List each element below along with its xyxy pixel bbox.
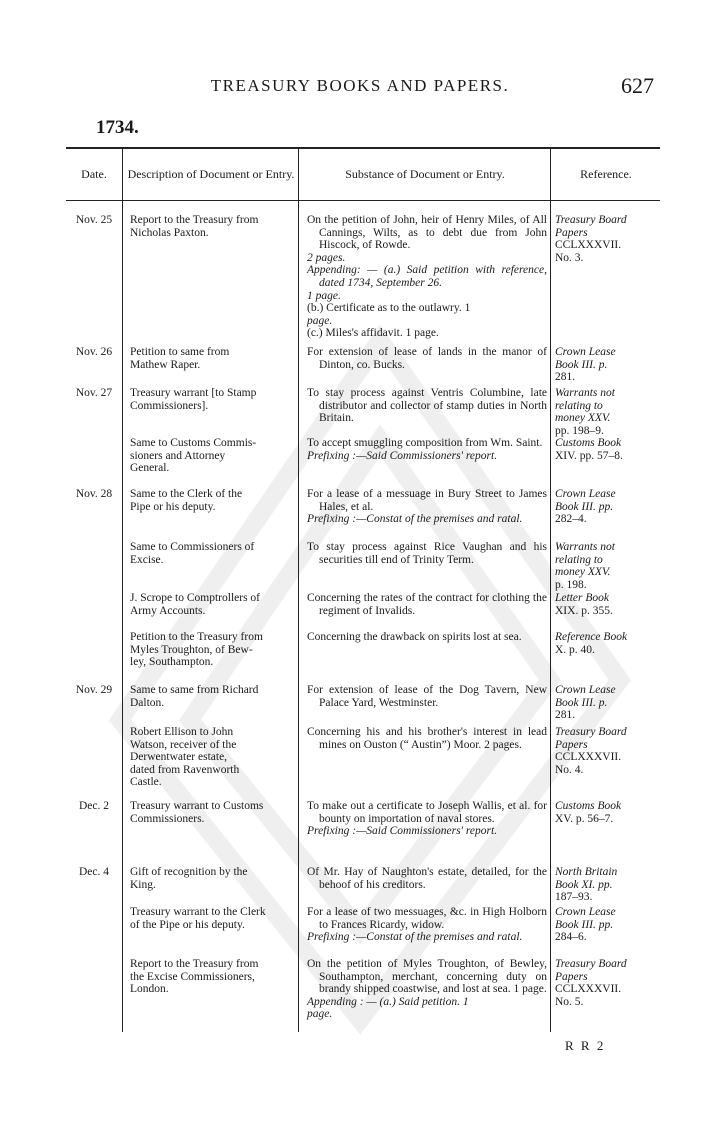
entry-substance-line: For a lease of two messuages, &c. in High Holborn to Frances Ricardy, widow. bbox=[307, 906, 547, 931]
running-header: TREASURY BOOKS AND PAPERS. bbox=[210, 76, 510, 95]
entry-reference-line: Warrants not bbox=[555, 541, 615, 553]
entry-description-line: Treasury warrant [to Stamp bbox=[130, 387, 257, 399]
entry-description bbox=[130, 592, 296, 617]
entry-description-line: Commissioners]. bbox=[130, 399, 209, 412]
entry-substance bbox=[307, 726, 547, 751]
entry-description-line: London. bbox=[130, 983, 169, 996]
column-divider-3 bbox=[550, 147, 551, 1032]
entry-reference-line: Crown Lease bbox=[555, 346, 616, 358]
entry-description bbox=[130, 214, 296, 239]
entry-substance-line: On the petition of John, heir of Henry Miles, of All Cannings, Wilts, as to debt due from John Hiscock, of Rowde. bbox=[307, 214, 547, 252]
entry-reference bbox=[555, 214, 653, 264]
entry-description bbox=[130, 541, 296, 566]
entry-reference-line: Crown Lease bbox=[555, 488, 616, 500]
entry-reference-line: Treasury Board bbox=[555, 958, 627, 970]
entry-reference-line: Book XI. pp. bbox=[555, 878, 613, 891]
entry-substance-line: Concerning his and his brother's interest in lead mines on Ouston (“ Austin”) Moor. 2 pages. bbox=[307, 726, 547, 751]
entry-reference-line: Papers bbox=[555, 738, 588, 751]
column-divider-1 bbox=[122, 147, 123, 1032]
column-header-substance: Substance of Document or Entry. bbox=[345, 167, 505, 181]
entry-substance bbox=[307, 437, 547, 462]
entry-reference-line: Treasury Board bbox=[555, 726, 627, 738]
entry-date: Nov. 29 bbox=[75, 684, 113, 696]
entry-reference-line: Letter Book bbox=[555, 592, 609, 604]
entry-description-line: Petition to same from bbox=[130, 346, 230, 358]
entry-reference bbox=[555, 800, 653, 825]
entry-description-line: Robert Ellison to John bbox=[130, 726, 234, 738]
entry-reference-line: Book III. pp. bbox=[555, 918, 614, 931]
entry-reference bbox=[555, 906, 653, 944]
entry-reference-line: XV. p. 56–7. bbox=[555, 812, 614, 825]
entry-date: Dec. 4 bbox=[78, 866, 109, 878]
entry-reference-line: North Britain bbox=[555, 866, 618, 878]
entry-date: Nov. 27 bbox=[75, 387, 113, 399]
entry-description-line: dated from Ravenworth bbox=[130, 763, 240, 776]
year-heading: 1734. bbox=[96, 117, 139, 138]
entry-substance-line: page. bbox=[307, 314, 333, 327]
entry-reference-line: X. p. 40. bbox=[555, 643, 595, 656]
entry-description-line: Treasury warrant to the Clerk bbox=[130, 906, 266, 918]
entry-description-line: Commissioners. bbox=[130, 812, 205, 825]
entry-substance-line: To accept smuggling composition from Wm. Saint. bbox=[307, 437, 543, 449]
entry-substance-line: For a lease of a messuage in Bury Street to James Hales, et al. bbox=[307, 488, 547, 513]
entry-date: Nov. 25 bbox=[75, 214, 113, 226]
entry-substance bbox=[307, 958, 547, 1021]
entry-description-line: of the Pipe or his deputy. bbox=[130, 918, 245, 931]
entry-substance-line: Of Mr. Hay of Naughton's estate, detailed, for the behoof of his creditors. bbox=[307, 866, 547, 891]
entry-substance-line: For extension of lease of the Dog Tavern, New Palace Yard, Westminster. bbox=[307, 684, 547, 709]
entry-description-line: Watson, receiver of the bbox=[130, 738, 237, 751]
entry-description-line: Report to the Treasury from bbox=[130, 958, 259, 970]
entry-substance bbox=[307, 906, 547, 944]
entry-reference-line: money XXV. bbox=[555, 412, 611, 425]
entry-substance-line: For extension of lease of lands in the manor of Dinton, co. Bucks. bbox=[307, 346, 547, 371]
entry-reference bbox=[555, 866, 653, 904]
entry-description bbox=[130, 437, 296, 475]
entry-description-line: Nicholas Paxton. bbox=[130, 226, 209, 239]
column-divider-2 bbox=[298, 147, 299, 1032]
entry-description-line: the Excise Commissioners, bbox=[130, 970, 255, 983]
entry-reference bbox=[555, 631, 653, 656]
entry-description-line: Same to Customs Commis- bbox=[130, 437, 257, 449]
entry-substance-line: On the petition of Myles Troughton, of Bewley, Southampton, merchant, concerning duty on brandy shipped coastwise, and lost at sea. 1 page. bbox=[307, 958, 547, 996]
entry-description-line: Pipe or his deputy. bbox=[130, 500, 216, 513]
entry-reference-line: Crown Lease bbox=[555, 906, 616, 918]
entry-description bbox=[130, 726, 296, 789]
entry-substance-line: Prefixing :—Constat of the premises and ratal. bbox=[307, 931, 523, 944]
entry-date: Nov. 28 bbox=[75, 488, 113, 500]
entry-reference-line: XIV. pp. 57–8. bbox=[555, 449, 623, 462]
entry-description-line: Derwentwater estate, bbox=[130, 751, 228, 764]
entry-reference-line: No. 3. bbox=[555, 251, 584, 264]
entry-description-line: Dalton. bbox=[130, 696, 165, 709]
entry-reference-line: No. 5. bbox=[555, 995, 584, 1008]
entry-description-line: Gift of recognition by the bbox=[130, 866, 248, 878]
entry-substance bbox=[307, 488, 547, 526]
entry-reference-line: Treasury Board bbox=[555, 214, 627, 226]
entry-substance bbox=[307, 800, 547, 838]
entry-date: Dec. 2 bbox=[78, 800, 109, 812]
entry-reference-line: Book III. p. bbox=[555, 696, 608, 709]
entry-description bbox=[130, 800, 296, 825]
entry-reference bbox=[555, 437, 653, 462]
entry-reference-line: No. 4. bbox=[555, 763, 584, 776]
entry-reference-line: Customs Book bbox=[555, 437, 622, 449]
entry-description-line: J. Scrope to Comptrollers of bbox=[130, 592, 260, 604]
entry-reference bbox=[555, 958, 653, 1008]
entry-substance bbox=[307, 541, 547, 566]
entry-reference-line: Book III. p. bbox=[555, 358, 608, 371]
entry-substance-line: Prefixing :—Said Commissioners' report. bbox=[307, 449, 498, 462]
entry-substance bbox=[307, 592, 547, 617]
entry-substance-line: To stay process against Ventris Columbine, late distributor and collector of stamp duties in North Britain. bbox=[307, 387, 547, 425]
entry-substance-line: To make out a certificate to Joseph Wallis, et al. for bounty on importation of naval stores. bbox=[307, 800, 547, 825]
column-header-description bbox=[126, 150, 296, 198]
entry-reference-line: 281. bbox=[555, 371, 576, 384]
entry-substance-line: page. bbox=[307, 1008, 333, 1021]
entry-substance bbox=[307, 631, 547, 644]
entry-description bbox=[130, 387, 296, 412]
entry-reference-line: CCLXXXVII. bbox=[555, 751, 622, 764]
entry-substance-line: To stay process against Rice Vaughan and his securities till end of Trinity Term. bbox=[307, 541, 547, 566]
entry-reference-line: pp. 198–9. bbox=[555, 424, 604, 437]
entry-reference bbox=[555, 541, 653, 591]
entry-description-line: Army Accounts. bbox=[130, 604, 206, 617]
entry-reference-line: 281. bbox=[555, 709, 576, 722]
page-number: 627 bbox=[621, 73, 654, 98]
entry-description bbox=[130, 346, 296, 371]
entry-reference-line: 284–6. bbox=[555, 931, 587, 944]
entry-description-line: General. bbox=[130, 462, 170, 475]
table-top-rule bbox=[66, 147, 660, 149]
entry-reference bbox=[555, 488, 653, 526]
entry-reference bbox=[555, 592, 653, 617]
entry-description bbox=[130, 684, 296, 709]
entry-description-line: Same to the Clerk of the bbox=[130, 488, 243, 500]
entry-description-line: Excise. bbox=[130, 553, 164, 566]
entry-reference-line: Book III. pp. bbox=[555, 500, 614, 513]
entry-reference-line: 187–93. bbox=[555, 891, 593, 904]
entry-reference-line: money XXV. bbox=[555, 566, 611, 579]
entry-description-line: Same to same from Richard bbox=[130, 684, 259, 696]
entry-reference-line: CCLXXXVII. bbox=[555, 239, 622, 252]
entry-substance-line: Concerning the rates of the contract for clothing the regiment of Invalids. bbox=[307, 592, 547, 617]
entry-description-line: ley, Southampton. bbox=[130, 656, 214, 669]
entry-substance-line: 1 page. bbox=[307, 289, 341, 302]
entry-substance-line: Appending: — (a.) Said petition with reference, dated 1734, September 26. bbox=[307, 264, 547, 289]
entry-description-line: Myles Troughton, of Bew- bbox=[130, 643, 253, 656]
entry-reference-line: Reference Book bbox=[555, 631, 628, 643]
column-header-description-text: Description of Document or Entry. bbox=[127, 167, 295, 181]
entry-description-line: Report to the Treasury from bbox=[130, 214, 259, 226]
entry-substance-line: (b.) Certificate as to the outlawry. 1 bbox=[307, 302, 471, 315]
entry-reference-line: Papers bbox=[555, 226, 588, 239]
entry-substance-line: Concerning the drawback on spirits lost at sea. bbox=[307, 631, 522, 643]
entry-description-line: sioners and Attorney bbox=[130, 449, 226, 462]
entry-substance bbox=[307, 387, 547, 425]
entry-reference-line: Customs Book bbox=[555, 800, 622, 812]
entry-reference-line: Warrants not bbox=[555, 387, 615, 399]
entry-reference-line: CCLXXXVII. bbox=[555, 983, 622, 996]
table-header-rule bbox=[66, 200, 660, 201]
entry-description-line: Same to Commissioners of bbox=[130, 541, 255, 553]
column-header-reference: Reference. bbox=[580, 167, 632, 181]
entry-reference-line: XIX. p. 355. bbox=[555, 604, 613, 617]
entry-substance-line: 2 pages. bbox=[307, 251, 346, 264]
entry-reference bbox=[555, 387, 653, 437]
entry-description bbox=[130, 866, 296, 891]
entry-substance-line: Appending : — (a.) Said petition. 1 bbox=[307, 995, 469, 1008]
entry-substance bbox=[307, 214, 547, 340]
entry-description bbox=[130, 631, 296, 669]
entry-description-line: Mathew Raper. bbox=[130, 358, 201, 371]
entry-description bbox=[130, 958, 296, 996]
entry-reference-line: relating to bbox=[555, 553, 603, 566]
entry-reference bbox=[555, 684, 653, 722]
entry-reference bbox=[555, 726, 653, 776]
entry-reference-line: Crown Lease bbox=[555, 684, 616, 696]
entry-substance-line: (c.) Miles's affidavit. 1 page. bbox=[307, 327, 439, 340]
entry-description bbox=[130, 488, 296, 513]
entry-substance-line: Prefixing :—Constat of the premises and ratal. bbox=[307, 513, 523, 526]
entry-description-line: Treasury warrant to Customs bbox=[130, 800, 264, 812]
entry-date: Nov. 26 bbox=[75, 346, 113, 358]
entry-reference bbox=[555, 346, 653, 384]
entry-description-line: Castle. bbox=[130, 776, 162, 789]
entry-description bbox=[130, 906, 296, 931]
entry-reference-line: 282–4. bbox=[555, 513, 587, 526]
column-header-date: Date. bbox=[81, 167, 107, 181]
entry-description-line: King. bbox=[130, 878, 156, 891]
entry-reference-line: relating to bbox=[555, 399, 603, 412]
entry-substance bbox=[307, 684, 547, 709]
entry-substance bbox=[307, 346, 547, 371]
entry-substance bbox=[307, 866, 547, 891]
signature-mark: R R 2 bbox=[565, 1038, 606, 1053]
entry-substance-line: Prefixing :—Said Commissioners' report. bbox=[307, 825, 498, 838]
entry-reference-line: Papers bbox=[555, 970, 588, 983]
entry-description-line: Petition to the Treasury from bbox=[130, 631, 263, 643]
entry-reference-line: p. 198. bbox=[555, 578, 587, 591]
